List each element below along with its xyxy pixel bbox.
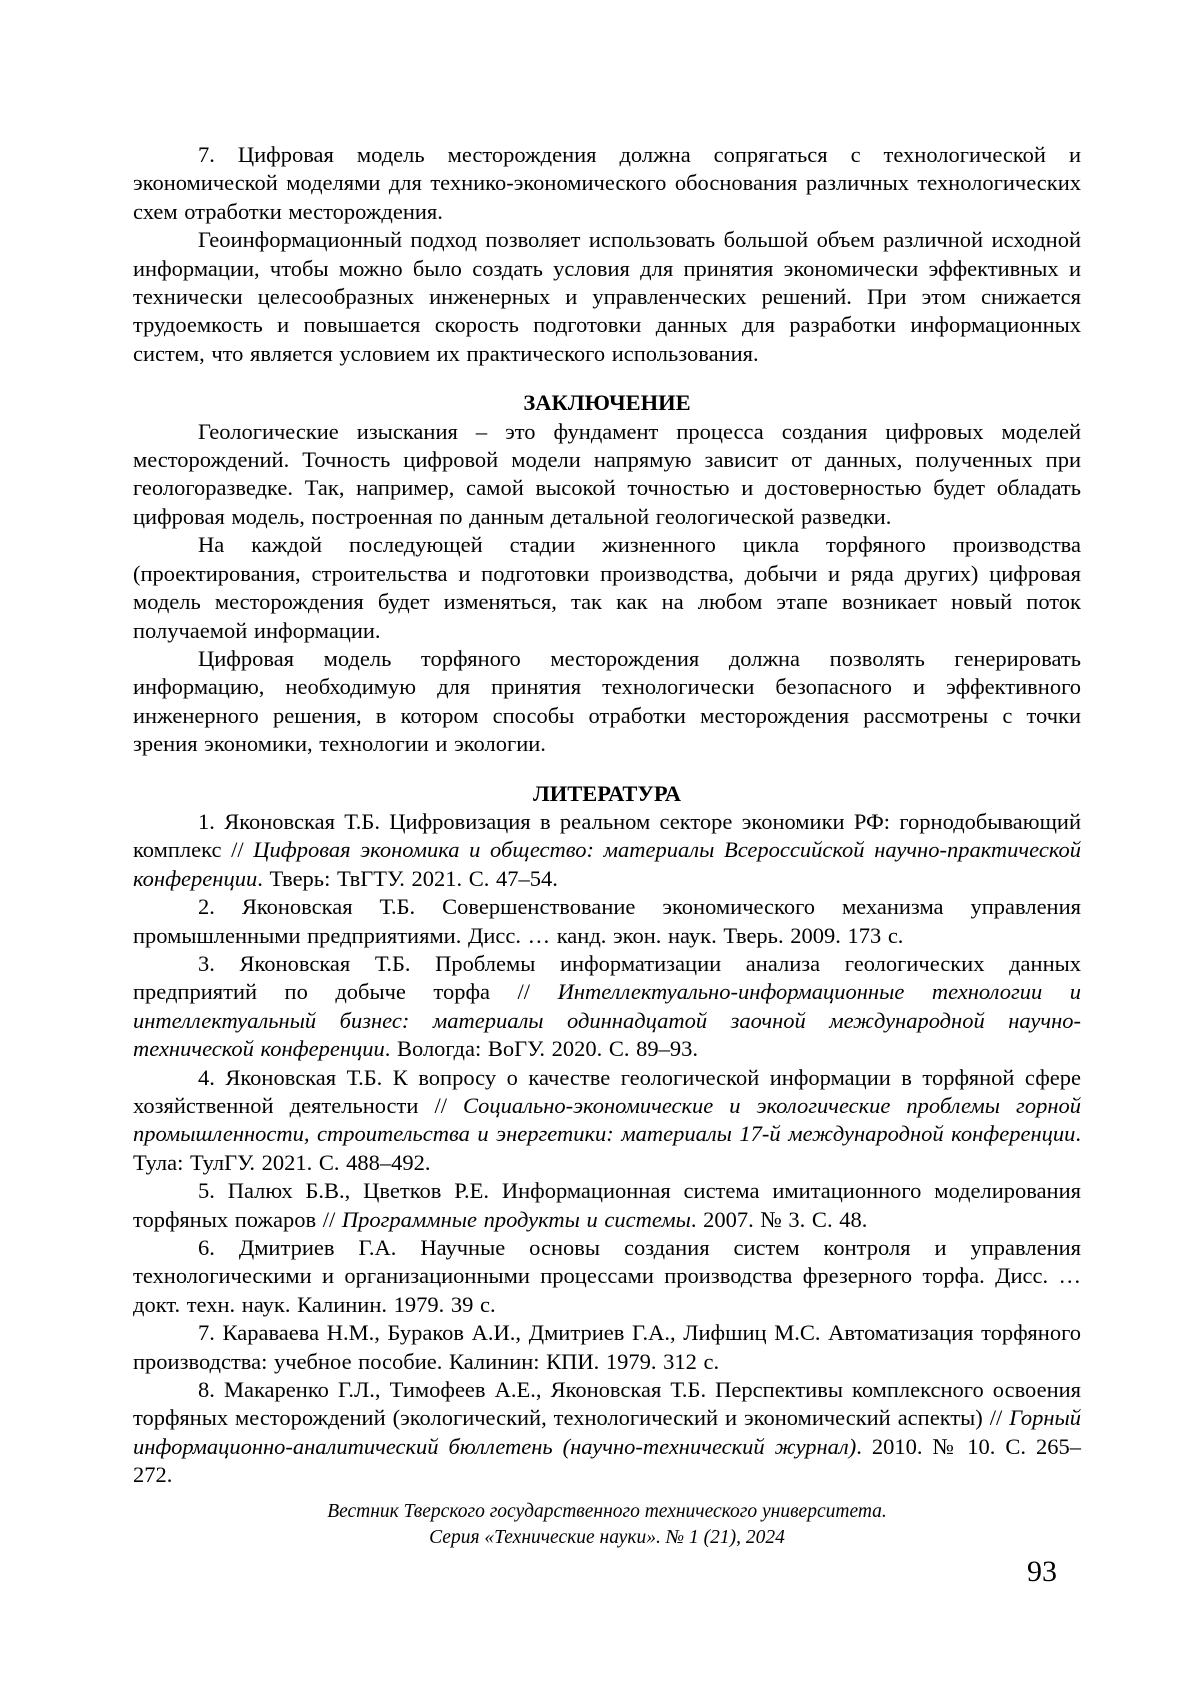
reference-text: 2. Яконовская Т.Б. Совершенствование экономического механизма управления промышленными предприятиями. Дисс. … канд. экон. наук. Тверь. 2009. 173 с. [133, 894, 1081, 948]
reference-text: 5. Палюх Б.В., Цветков Р.Е. Информационная система имитационного моделирования торфяных пожаров // [133, 1178, 1081, 1232]
reference-text: 8. Макаренко Г.Л., Тимофеев А.Е., Яконовская Т.Б. Перспективы комплексного освоения торфяных месторождений (экологический, технологический и экономический аспекты) // [133, 1377, 1081, 1431]
conclusion-heading: ЗАКЛЮЧЕНИЕ [523, 390, 691, 416]
reference-source-title: Программные продукты и системы [341, 1206, 691, 1232]
journal-title-line: Вестник Тверского государственного технического университета. [327, 1500, 887, 1522]
conclusion-paragraph: На каждой последующей стадии жизненного цикла торфяного производства (проектирования, строительства и подготовки производства, добычи и ряда других) цифровая модель месторождения будет изменяться, так как на любом этапе возникает новый поток получаемой информации. [133, 532, 1081, 643]
page-number: 93 [1027, 1554, 1057, 1588]
intro-paragraphs [133, 141, 1081, 368]
reference-text: . Тула: ТулГУ. 2021. С. 488–492. [133, 1121, 1081, 1175]
body-paragraph: 7. Цифровая модель месторождения должна сопрягаться с технологической и экономической моделями для технико-экономического обоснования различных технологических схем отработки месторождения. [133, 142, 1081, 224]
reference-item [133, 950, 1081, 1064]
reference-item [133, 1234, 1081, 1319]
reference-text: 3. Яконовская Т.Б. Проблемы информатизации анализа геологических данных предприятий по добыче торфа // [133, 950, 1081, 1005]
reference-text: 4. Яконовская Т.Б. К вопросу о качестве геологической информации в торфяной сфере хозяйственной деятельности // [133, 1064, 1081, 1118]
body-paragraph: Геоинформационный подход позволяет использовать большой объем различной исходной информации, чтобы можно было создать условия для принятия экономически эффективных и технически целесообразных инженерных и управленческих решений. При этом снижается трудоемкость и повышается скорость подготовки данных для разработки информационных систем, что является условием их практического использования. [133, 227, 1081, 366]
reference-item [133, 1376, 1081, 1490]
reference-source-title: Интеллектуально-информационные технологии и интеллектуальный бизнес: материалы одиннадцатой заочной международной научно-технической конференции [133, 979, 1081, 1062]
reference-item [133, 1319, 1081, 1376]
conclusion-paragraph: Геологические изыскания – это фундамент процесса создания цифровых моделей месторождений. Точность цифровой модели напрямую зависит от данных, полученных при геологоразведке. Так, например, самой высокой точностью и достоверностью будет обладать цифровая модель, построенная по данным детальной геологической разведки. [133, 418, 1081, 529]
reference-text: . 2010. № 10. С. 265–272. [133, 1433, 1081, 1488]
reference-text: . 2007. № 3. С. 48. [690, 1206, 868, 1232]
reference-text: 7. Караваева Н.М., Бураков А.И., Дмитриев Г.А., Лифшиц М.С. Автоматизация торфяного производства: учебное пособие. Калинин: КПИ. 1979. 312 с. [133, 1320, 1081, 1374]
reference-item [133, 808, 1081, 893]
journal-footer [133, 1499, 1081, 1551]
reference-list [133, 808, 1081, 1490]
reference-source-title: Горный информационно-аналитический бюллетень (научно-технический журнал) [133, 1405, 1081, 1459]
literature-heading: ЛИТЕРАТУРА [532, 780, 682, 806]
reference-source-title: Цифровая экономика и общество: материалы Всероссийской научно-практической конференции [133, 837, 1081, 891]
reference-source-title: Социально-экономические и экологические проблемы горной промышленности, строительства и энергетики: материалы 17-й международной конференции [133, 1093, 1081, 1147]
reference-item [133, 1064, 1081, 1178]
journal-issue-line: Серия «Технические науки». № 1 (21), 2024 [429, 1526, 785, 1548]
conclusion-paragraph: Цифровая модель торфяного месторождения должна позволять генерировать информацию, необходимую для принятия технологически безопасного и эффективного инженерного решения, в котором способы отработки месторождения рассмотрены с точки зрения экономики, технологии и экологии. [133, 645, 1081, 757]
reference-text: 1. Яконовская Т.Б. Цифровизация в реальном секторе экономики РФ: горнодобывающий комплекс // [133, 808, 1081, 863]
reference-text: . Вологда: ВоГУ. 2020. С. 89–93. [384, 1036, 698, 1062]
conclusion-paragraphs [133, 418, 1081, 759]
reference-item [133, 893, 1081, 950]
reference-item [133, 1177, 1081, 1234]
reference-text: . Тверь: ТвГТУ. 2021. С. 47–54. [257, 865, 558, 891]
reference-text: 6. Дмитриев Г.А. Научные основы создания систем контроля и управления технологическими и организационными процессами производства фрезерного торфа. Дисс. … докт. техн. наук. Калинин. 1979. 39 с. [133, 1235, 1081, 1317]
